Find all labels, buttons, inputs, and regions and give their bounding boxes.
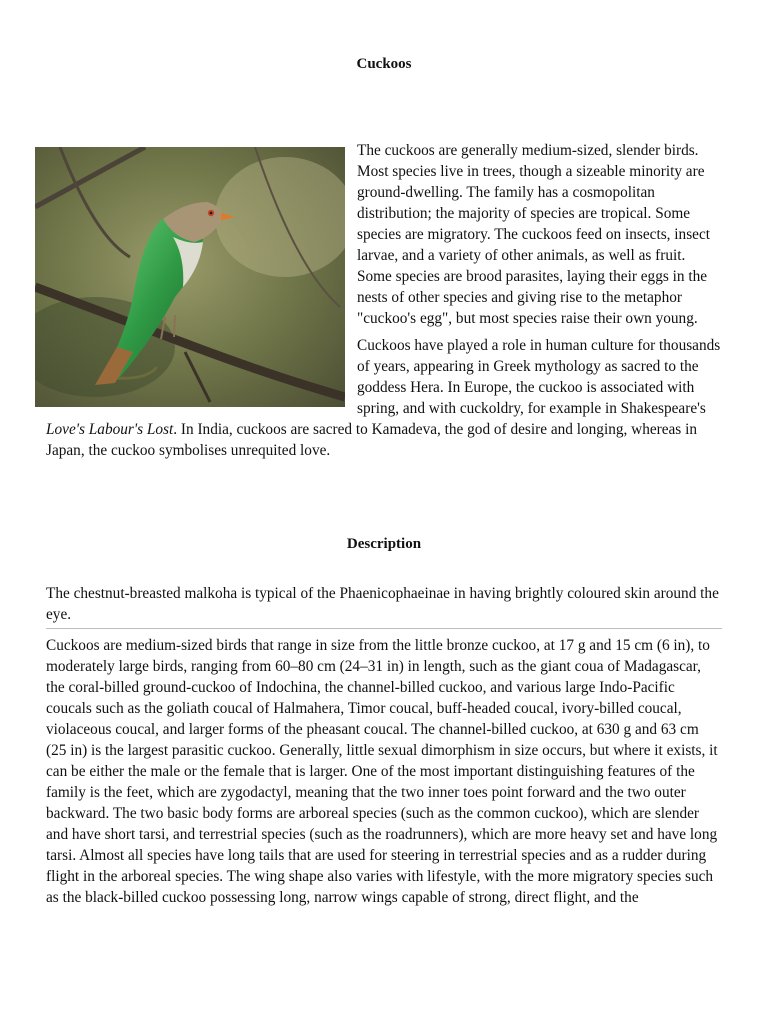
page-title: Cuckoos xyxy=(356,56,412,72)
description-paragraph: Cuckoos are medium-sized birds that range in size from the little bronze cuckoo, at 17 g and 15 cm (6 in), to moderately large birds, ranging from 60–80 cm (24–31 in) in length, such as the giant coua of Madagascar, the coral-billed ground-cuckoo of Indochina, the channel-billed cuckoo, and various large Indo-Pacific coucals such as the goliath coucal of Halmahera, Timor coucal, buff-headed coucal, ivory-billed coucal, violaceous coucal, and larger forms of the pheasant coucal. The channel-billed cuckoo, at 630 g and 63 cm (25 in) is the largest parasitic cuckoo. Generally, little sexual dimorphism in size occurs, but where it exists, it can be either the male or the female that is larger. One of the most important distinguishing features of the family is the feet, which are zygodactyl, meaning that the two inner toes point forward and the two outer backward. The two basic body forms are arboreal species (such as the common cuckoo), which are slender and have short tarsi, and terrestrial species (such as the roadrunners), which are more heavy set and have long tarsi. Almost all species have long tails that are used for steering in terrestrial species and as a rudder during flight in the arboreal species. The wing shape also varies with lifestyle, with the more migratory species such as the black-billed cuckoo possessing long, narrow wings capable of strong, direct flight, and the xyxy=(46,637,718,906)
culture-text-end: . In India, cuckoos are sacred to Kamadeva, the god of desire and longing, whereas in Japan, the cuckoo symbolises unrequited love. xyxy=(46,421,697,459)
divider xyxy=(46,628,722,629)
culture-text-start: Cuckoos have played a role in human culture for thousands of years, appearing in Greek mythology as sacred to the goddess Hera. In Europe, the cuckoo is associated with spring, and with cuckoldry, for example in Shakespeare's xyxy=(357,337,721,417)
cuckoo-photo xyxy=(35,147,345,407)
play-title: Love's Labour's Lost xyxy=(46,421,174,438)
description-heading: Description xyxy=(346,536,422,552)
intro-section xyxy=(46,140,722,467)
image-caption: The chestnut-breasted malkoha is typical of the Phaenicophaeinae in having brightly coloured skin around the eye. xyxy=(46,585,719,623)
intro-paragraph: The cuckoos are generally medium-sized, slender birds. Most species live in trees, though a sizeable minority are ground-dwelling. The family has a cosmopolitan distribution; the majority of species are tropical. Some species are migratory. The cuckoos feed on insects, insect larvae, and a variety of other animals, as well as fruit. Some species are brood parasites, laying their eggs in the nests of other species and giving rise to the metaphor "cuckoo's egg", but most species raise their own young. xyxy=(357,142,710,327)
bird-on-branch-icon xyxy=(35,147,345,407)
